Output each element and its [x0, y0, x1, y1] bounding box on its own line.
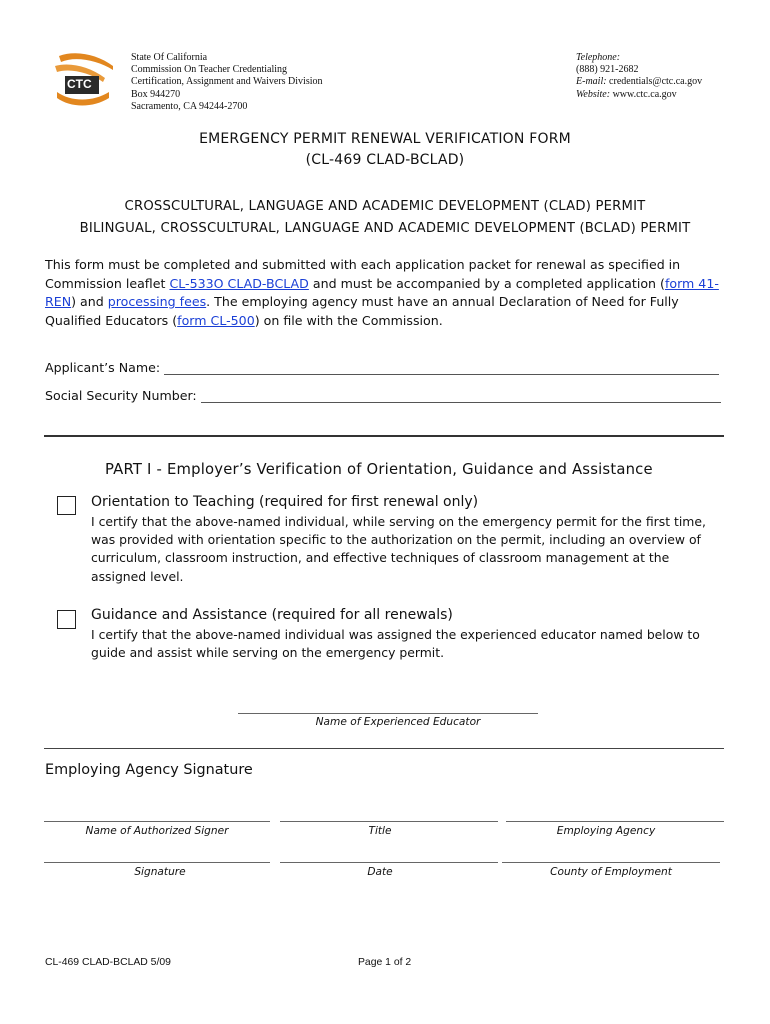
part1-heading: PART I - Employer’s Verification of Orientation, Guidance and Assistance [105, 461, 653, 478]
county-input[interactable] [502, 862, 720, 863]
ctc-logo [45, 46, 123, 112]
guidance-certification: I certify that the above-named individual was assigned the experienced educator named below to guide and assist while serving on the emergency permit. [91, 627, 700, 661]
section-divider [44, 748, 724, 749]
guidance-checkbox[interactable] [57, 610, 76, 629]
intro-text: and must be accompanied by a completed application ( [308, 275, 665, 291]
ssn-input[interactable] [201, 388, 721, 403]
processing-fees-link[interactable]: processing fees [107, 294, 207, 309]
orientation-title: Orientation to Teaching [91, 494, 255, 510]
section-divider [44, 435, 724, 437]
intro-text: ) on file with the Commission. [254, 312, 443, 328]
orientation-requirement: (required for first renewal only) [259, 494, 479, 510]
website-url[interactable]: www.ctc.ca.gov [612, 88, 677, 100]
email-label: E-mail: [576, 76, 607, 88]
page-number: Page 1 of 2 [358, 957, 412, 968]
intro-paragraph [45, 256, 735, 330]
educator-name-label: Name of Experienced Educator [315, 716, 481, 728]
address-line: State Of California [131, 52, 208, 63]
title-input[interactable] [280, 821, 498, 822]
applicant-name-label: Applicant’s Name: [45, 360, 161, 375]
intro-text: This form must be completed and submitted with each application packet for renewal as specified in Commission leaflet [45, 257, 681, 291]
ssn-label: Social Security Number: [45, 388, 197, 403]
signature-heading: Employing Agency Signature [45, 762, 253, 778]
bclad-permit-title: BILINGUAL, CROSSCULTURAL, LANGUAGE AND ACADEMIC DEVELOPMENT (BCLAD) PERMIT [79, 221, 691, 236]
contact-info [576, 52, 702, 101]
address-line: Box 944270 [131, 88, 181, 100]
orientation-checkbox[interactable] [57, 496, 76, 515]
form-code: (CL-469 CLAD-BCLAD) [305, 152, 465, 168]
employing-agency-input[interactable] [506, 821, 724, 822]
address-line: Certification, Assignment and Waivers Division [131, 76, 323, 88]
clad-permit-title: CROSSCULTURAL, LANGUAGE AND ACADEMIC DEVELOPMENT (CLAD) PERMIT [124, 199, 646, 214]
intro-text: . The employing agency must have an annual Declaration of Need for Fully Qualified Educators ( [45, 294, 679, 328]
website-label: Website: [576, 88, 611, 100]
form-identifier: CL-469 CLAD-BCLAD 5/09 [45, 957, 171, 968]
intro-text: ) and [71, 294, 108, 309]
ssn-row [45, 388, 721, 403]
signature-input[interactable] [44, 862, 270, 863]
authorized-signer-input[interactable] [44, 821, 270, 822]
address-line: Sacramento, CA 94244-2700 [131, 100, 248, 112]
email-address[interactable]: credentials@ctc.ca.gov [609, 76, 703, 88]
leaflet-link[interactable]: CL-533O CLAD-BCLAD [169, 275, 309, 291]
applicant-name-row [45, 360, 719, 375]
county-label: County of Employment [550, 866, 672, 878]
orientation-title-row [91, 494, 478, 510]
telephone-label: Telephone: [576, 52, 621, 63]
signature-label: Signature [134, 866, 186, 878]
applicant-name-input[interactable] [164, 360, 719, 375]
application-form-link[interactable]: form 41-REN [45, 275, 719, 309]
employing-agency-label: Employing Agency [556, 825, 656, 837]
title-label: Title [368, 825, 392, 837]
guidance-requirement: (required for all renewals) [271, 607, 453, 623]
authorized-signer-label: Name of Authorized Signer [85, 825, 229, 837]
date-label: Date [367, 866, 393, 878]
form-title: EMERGENCY PERMIT RENEWAL VERIFICATION FORM [199, 131, 571, 147]
orientation-certification: I certify that the above-named individual, while serving on the emergency permit for the first time, was provided with orientation specific to the authorization on the permit, including an overview of curriculum, classroom instruction, and effective techniques of classroom management at the assigned level. [91, 514, 706, 584]
date-input[interactable] [280, 862, 498, 863]
telephone-number: (888) 921-2682 [576, 64, 639, 76]
declaration-form-link[interactable]: form CL-500 [177, 312, 255, 328]
address-line: Commission On Teacher Credentialing [131, 64, 288, 76]
logo-text: CTC [67, 77, 92, 91]
guidance-title-row [91, 607, 453, 623]
commission-address [131, 52, 322, 113]
educator-name-input[interactable] [238, 713, 538, 714]
guidance-title: Guidance and Assistance [91, 607, 268, 623]
